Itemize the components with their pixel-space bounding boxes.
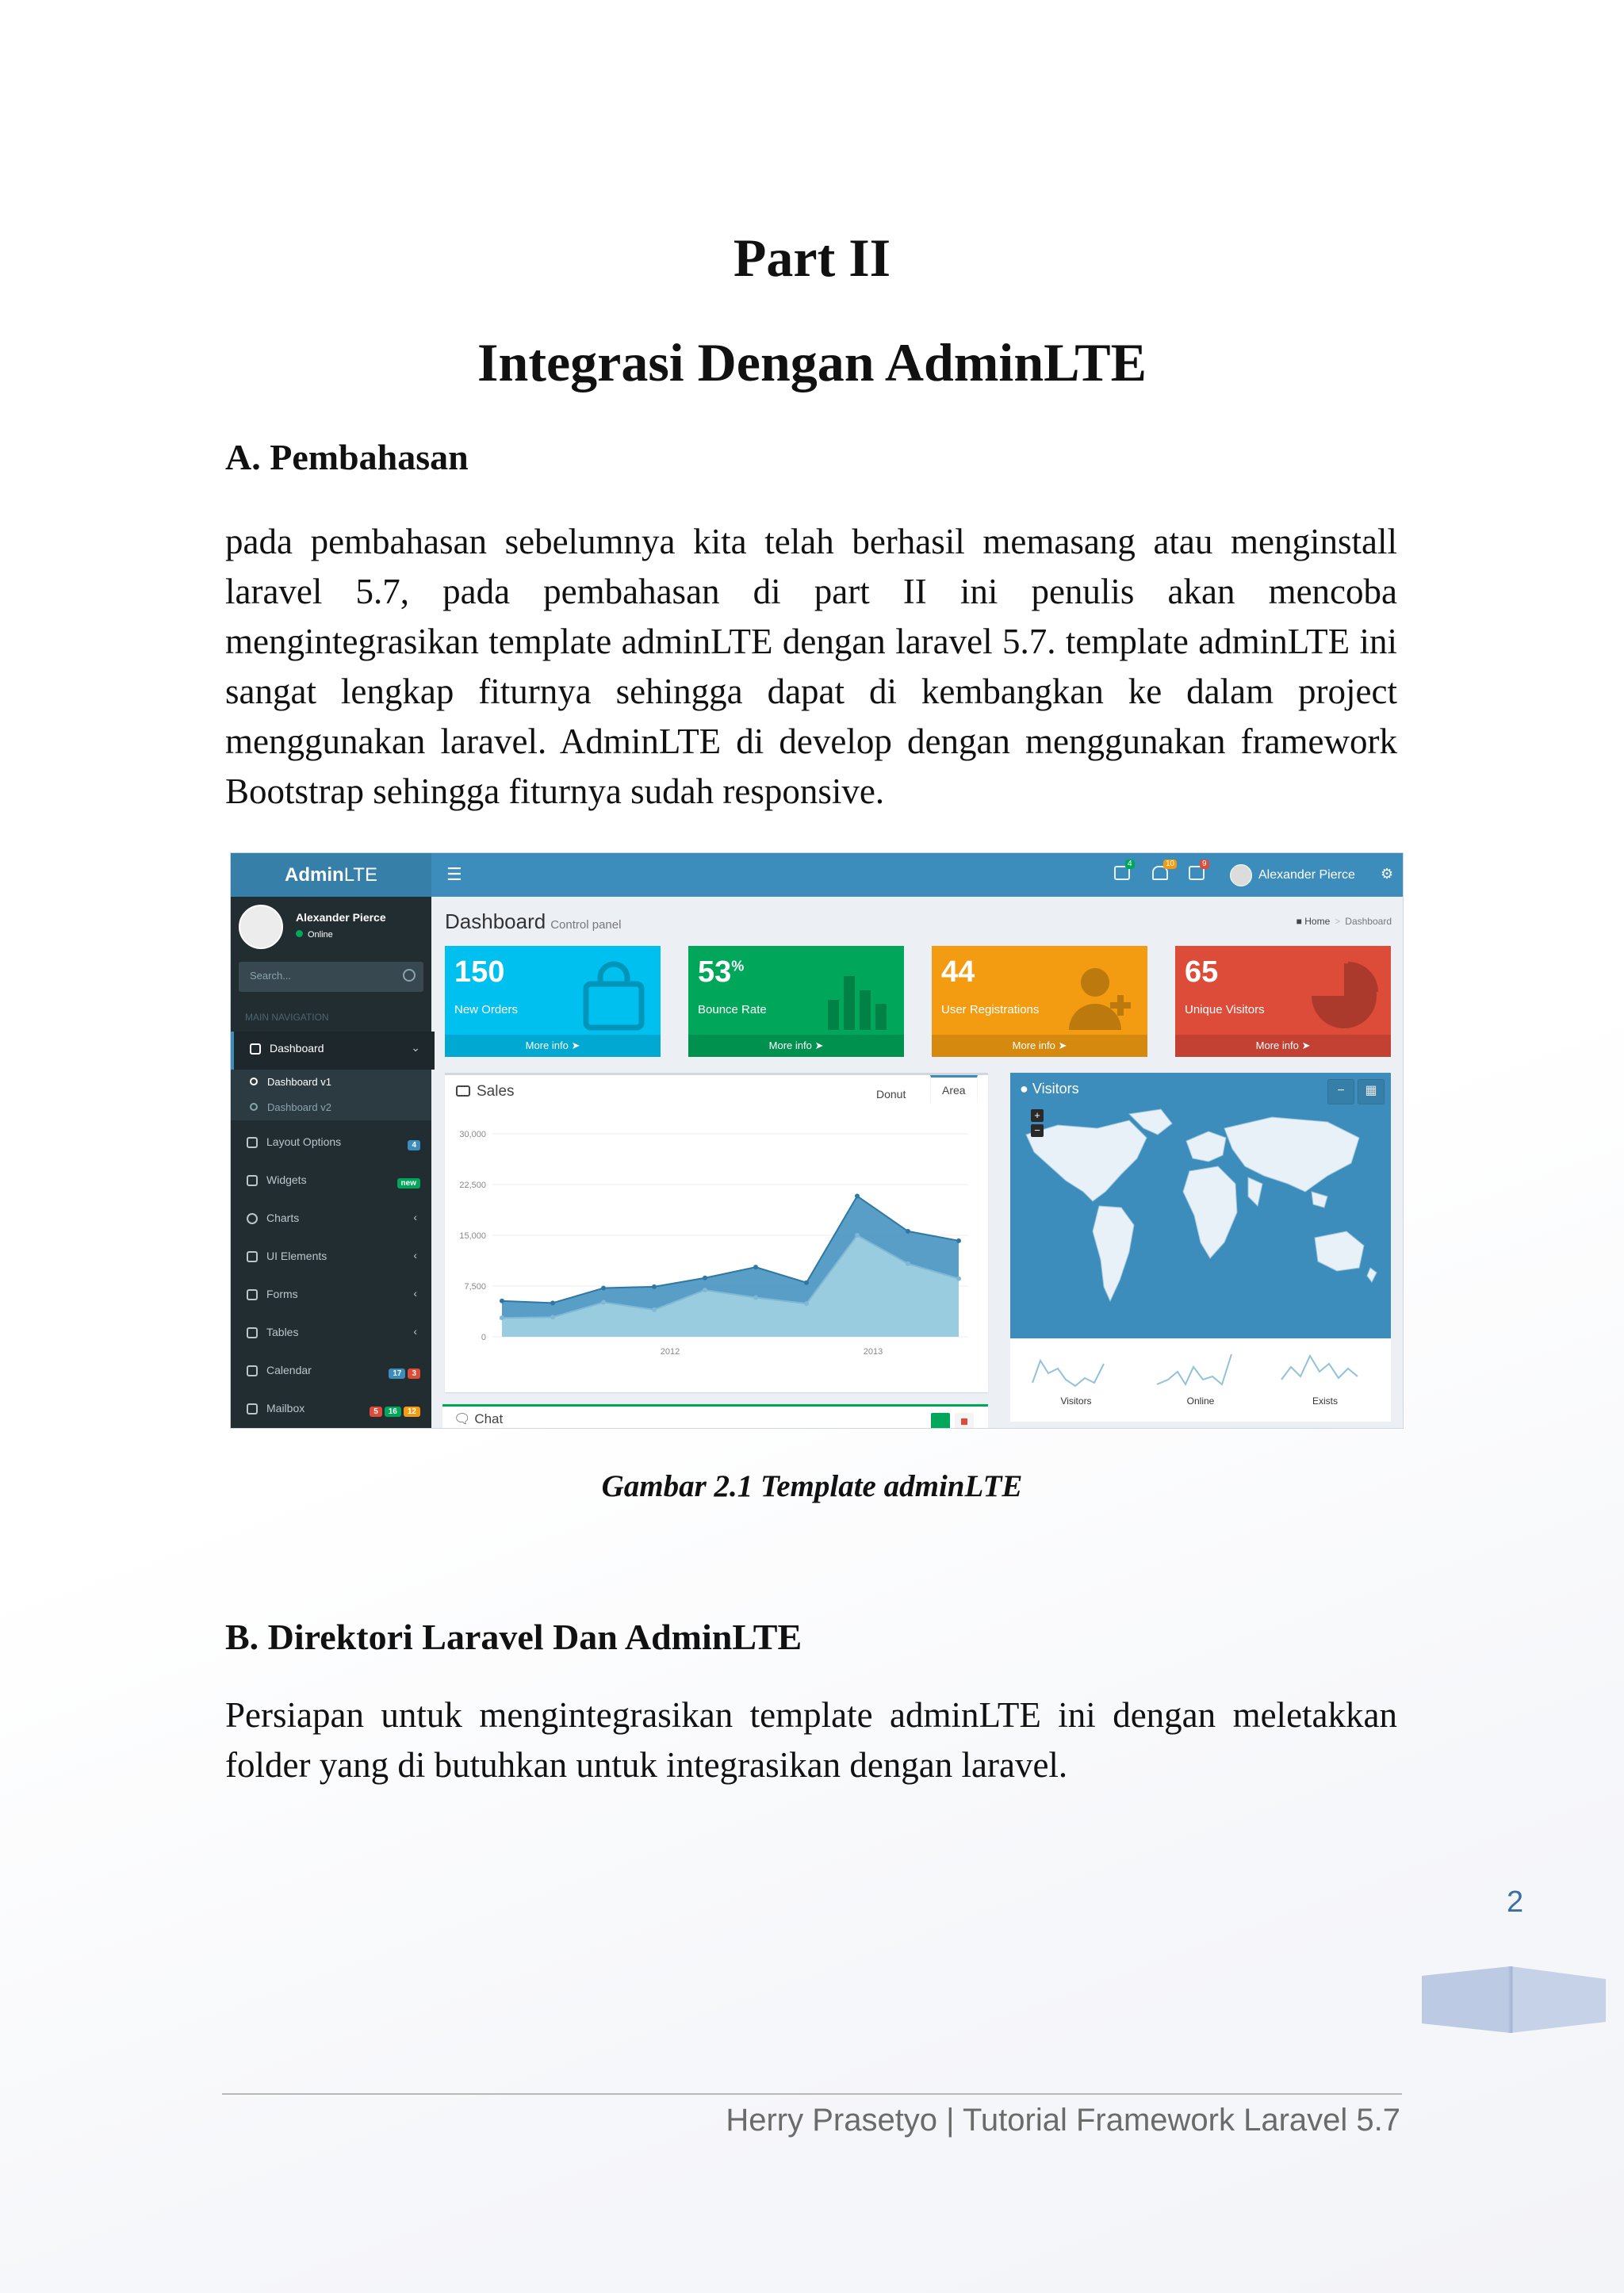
sparkline-visitors	[1017, 1345, 1136, 1392]
chevron-left-icon: ‹	[413, 1211, 417, 1223]
more-info-link[interactable]: More info ➤	[688, 1035, 904, 1057]
chevron-left-icon: ‹	[413, 1287, 417, 1300]
page-footer: Herry Prasetyo | Tutorial Framework Laravel 5.7	[726, 2103, 1400, 2138]
stat-box-bounce	[688, 946, 904, 1057]
stat-value: 44	[941, 955, 975, 989]
stat-box-orders	[445, 946, 661, 1057]
section-a-paragraph: pada pembahasan sebelumnya kita telah berhasil memasang atau menginstall laravel 5.7, pada pembahasan di part II ini penulis akan mencoba mengintegrasikan template adminLTE dengan laravel 5.7. template adminLTE ini sangat lengkap fiturnya sehingga dapat di kembangkan ke dalam project menggunakan laravel. AdminLTE di develop dengan menggunakan framework Bootstrap sehingga fiturnya sudah responsive.	[225, 522, 1397, 811]
sidebar-item-ui-elements[interactable]: UI Elements ‹	[231, 1239, 431, 1277]
chat-title: 🗨 Chat	[454, 1411, 504, 1426]
sparkline-label: Visitors	[1060, 1395, 1092, 1407]
data-point	[906, 1229, 910, 1234]
data-point	[855, 1194, 860, 1199]
bar-chart-icon	[822, 960, 893, 1032]
user-menu[interactable]	[1230, 864, 1355, 886]
user-panel-name: Alexander Pierce	[296, 911, 386, 924]
figure-caption: Gambar 2.1 Template adminLTE	[601, 1469, 1023, 1503]
section-b-heading: B. Direktori Laravel Dan AdminLTE	[225, 1617, 802, 1657]
data-point	[500, 1315, 504, 1320]
user-avatar	[239, 905, 283, 949]
sidebar-item-widgets[interactable]: Widgets new	[231, 1163, 431, 1201]
stat-label: Bounce Rate	[698, 1003, 767, 1016]
user-plus-icon	[1065, 960, 1136, 1032]
x-tick-label: 2013	[863, 1347, 883, 1357]
calendar-badge: 17	[389, 1369, 405, 1379]
calendar-icon	[247, 1365, 258, 1376]
sidebar-subitem-dashboard-v2[interactable]: Dashboard v2	[231, 1095, 431, 1120]
widgets-badge: new	[397, 1178, 420, 1189]
breadcrumb-home[interactable]: Home	[1304, 916, 1331, 927]
dashboard-icon	[250, 1043, 261, 1055]
pie-chart-icon	[1308, 960, 1380, 1032]
chat-status-red[interactable]	[955, 1413, 974, 1429]
more-info-link[interactable]: More info ➤	[932, 1035, 1147, 1057]
home-icon: ■	[1296, 916, 1302, 927]
data-point	[500, 1299, 504, 1303]
data-point	[652, 1284, 657, 1289]
data-point	[906, 1261, 910, 1266]
sidebar-item-calendar[interactable]: Calendar 17 3	[231, 1353, 431, 1391]
section-a-heading: A. Pembahasan	[225, 437, 469, 477]
circle-icon	[250, 1078, 258, 1085]
layout-badge: 4	[408, 1140, 420, 1150]
mailbox-badge: 12	[404, 1407, 420, 1417]
sparkline-label: Exists	[1312, 1395, 1338, 1407]
main-navigation-label: MAIN NAVIGATION	[245, 1012, 329, 1023]
content-subtitle: Control panel	[550, 918, 622, 932]
visitors-sparklines	[1010, 1338, 1391, 1422]
notifications-badge: 10	[1163, 859, 1177, 869]
shopping-bag-icon	[578, 960, 649, 1032]
chat-status-green[interactable]	[931, 1413, 950, 1429]
tab-donut[interactable]: Donut	[876, 1088, 906, 1101]
page-corner-decoration	[1422, 1962, 1606, 2035]
data-point	[550, 1300, 555, 1305]
chevron-down-icon: ⌄	[411, 1041, 420, 1054]
circle-icon	[250, 1103, 258, 1111]
data-point	[753, 1265, 758, 1269]
user-panel	[239, 905, 429, 952]
data-point	[804, 1301, 809, 1306]
gears-icon[interactable]: ⚙	[1381, 866, 1394, 882]
inbox-icon	[456, 1085, 470, 1097]
chapter-title: Integrasi Dengan AdminLTE	[477, 332, 1147, 392]
y-tick-label: 30,000	[459, 1130, 486, 1139]
messages-badge: 4	[1125, 859, 1135, 869]
sidebar-item-mailbox[interactable]: Mailbox 5 16 12	[231, 1391, 431, 1429]
sales-area-chart	[445, 1124, 988, 1392]
pie-chart-icon	[247, 1213, 258, 1224]
sidebar	[231, 897, 431, 1428]
breadcrumb: ■ Home > Dashboard	[1296, 916, 1392, 927]
sidebar-item-forms[interactable]: Forms ‹	[231, 1277, 431, 1315]
data-point	[956, 1238, 961, 1243]
data-point	[550, 1315, 555, 1319]
sidebar-subitem-dashboard-v1[interactable]: Dashboard v1	[231, 1070, 431, 1095]
sidebar-item-tables[interactable]: Tables ‹	[231, 1315, 431, 1353]
mailbox-badge: 16	[385, 1407, 401, 1417]
content-title: Dashboard Control panel	[445, 909, 622, 933]
data-point	[956, 1277, 961, 1281]
stat-value: 150	[454, 955, 505, 989]
sidebar-search-input[interactable]: Search...	[239, 962, 423, 992]
online-dot-icon	[296, 930, 303, 937]
data-point	[601, 1300, 606, 1304]
zoom-out-button[interactable]: −	[1031, 1124, 1044, 1137]
user-menu-name: Alexander Pierce	[1258, 868, 1355, 882]
footer-divider	[222, 2093, 1402, 2095]
data-point	[601, 1286, 606, 1291]
mailbox-badge: 5	[370, 1407, 382, 1417]
sales-title: Sales	[456, 1083, 515, 1101]
world-map-shapes	[1010, 1073, 1391, 1338]
chevron-left-icon: ‹	[413, 1325, 417, 1338]
avatar	[1230, 864, 1252, 886]
calendar-button[interactable]: ▦	[1358, 1079, 1385, 1104]
calendar-badge: 3	[408, 1369, 420, 1379]
sidebar-item-layout-options[interactable]: Layout Options 4	[231, 1125, 431, 1163]
data-point	[703, 1276, 707, 1280]
stat-label: New Orders	[454, 1003, 519, 1016]
hamburger-icon[interactable]: ☰	[446, 864, 462, 884]
more-info-link[interactable]: More info ➤	[1175, 1035, 1391, 1057]
data-point	[855, 1233, 860, 1238]
sparkline-exists	[1266, 1345, 1385, 1392]
y-tick-label: 0	[481, 1333, 486, 1342]
sparkline-online	[1141, 1345, 1260, 1392]
sparkline-label: Online	[1186, 1395, 1215, 1407]
more-info-link[interactable]: More info ➤	[445, 1035, 661, 1057]
top-navbar	[231, 853, 1403, 897]
chevron-left-icon: ‹	[413, 1249, 417, 1261]
data-point	[703, 1288, 707, 1292]
envelope-icon	[247, 1403, 258, 1414]
data-point	[753, 1296, 758, 1300]
zoom-in-button[interactable]: +	[1031, 1109, 1044, 1122]
content-area	[431, 897, 1403, 1428]
section-b-paragraph: Persiapan untuk mengintegrasikan template adminLTE ini dengan meletakkan folder yang di butuhkan untuk integrasikan dengan laravel.	[225, 1695, 1397, 1785]
map-marker-icon: ●	[1020, 1081, 1028, 1097]
stat-label: User Registrations	[941, 1003, 1040, 1016]
sales-box	[445, 1073, 988, 1392]
search-icon[interactable]	[403, 969, 416, 982]
app-logo[interactable]: Admin LTE	[231, 853, 431, 897]
stat-box-registrations	[932, 946, 1147, 1057]
user-status: Online	[296, 930, 333, 940]
visitors-box	[1010, 1073, 1391, 1422]
data-point	[652, 1307, 657, 1312]
breadcrumb-current: Dashboard	[1345, 916, 1392, 927]
grid-icon	[247, 1175, 258, 1186]
y-tick-label: 15,000	[459, 1231, 486, 1241]
tab-area[interactable]: Area	[930, 1075, 978, 1103]
x-tick-label: 2012	[660, 1347, 680, 1357]
world-map	[1010, 1073, 1391, 1338]
y-tick-label: 7,500	[464, 1282, 486, 1292]
chat-box	[442, 1404, 988, 1429]
collapse-button[interactable]: −	[1327, 1079, 1354, 1104]
table-icon	[247, 1327, 258, 1338]
laptop-icon	[247, 1251, 258, 1262]
sidebar-item-charts[interactable]: Charts ‹	[231, 1201, 431, 1239]
stat-value: 53%	[698, 955, 745, 989]
visitors-title: ● Visitors	[1020, 1081, 1079, 1097]
stat-value: 65	[1185, 955, 1219, 989]
adminlte-screenshot	[230, 852, 1404, 1429]
data-point	[804, 1280, 809, 1285]
stat-box-visitors	[1175, 946, 1391, 1057]
sidebar-item-dashboard[interactable]: Dashboard ⌄	[231, 1032, 435, 1070]
edit-icon	[247, 1289, 258, 1300]
part-label: Part II	[733, 228, 891, 288]
chat-icon: 🗨	[454, 1411, 471, 1426]
stat-label: Unique Visitors	[1185, 1003, 1265, 1016]
files-icon	[247, 1137, 258, 1148]
tasks-badge: 9	[1200, 859, 1209, 869]
page-number: 2	[1507, 1885, 1524, 1919]
y-tick-label: 22,500	[459, 1181, 486, 1190]
